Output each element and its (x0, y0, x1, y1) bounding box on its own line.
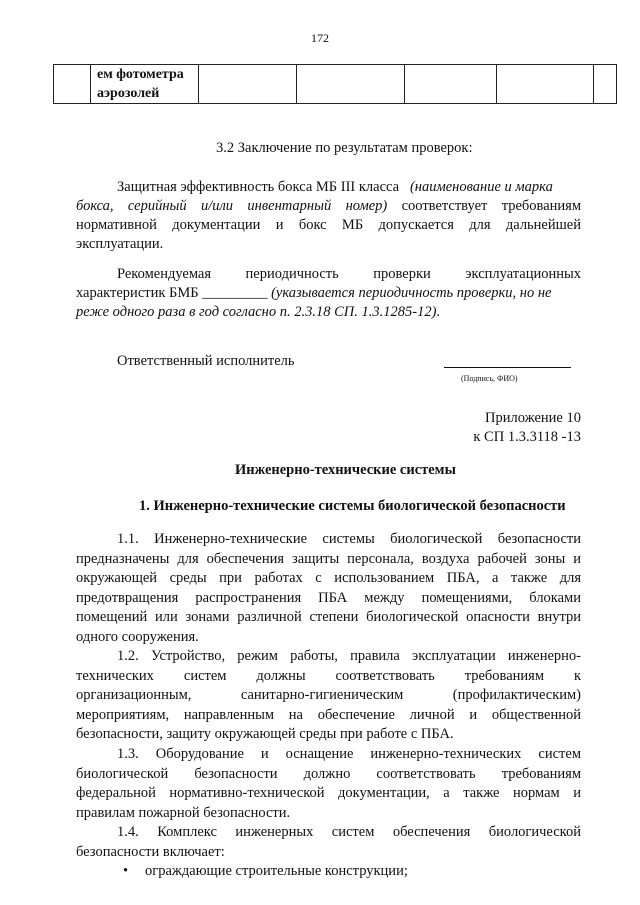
protection-rest: соответствует требованиям (387, 198, 582, 214)
paragraph-line: 1.1. Инженерно-технические системы биологической безопасности (117, 531, 581, 547)
table-cell-line: ем фотометра (97, 67, 184, 82)
table-cell-label (91, 65, 199, 104)
table-cell (405, 65, 497, 104)
protection-line-3: нормативной документации и бокс МБ допускается для дальнейшей (76, 217, 581, 233)
paragraph-line: окружающей среды при работах с использованием ПБА, а также для (76, 570, 581, 586)
paragraph-line: 1.3. Оборудование и оснащение инженерно-технических систем (117, 746, 581, 762)
bullet-item: ограждающие строительные конструкции; (145, 863, 408, 879)
paragraph-line: организационным, санитарно-гигиеническим (профилактическим) (76, 687, 581, 703)
appendix-line-2: к СП 1.3.3118 -13 (473, 429, 581, 445)
paragraph-line: технических систем должны соответствовать требованиям к (76, 667, 581, 684)
protection-line-1 (117, 178, 581, 198)
paragraph-line: федеральной нормативно-технической документации, а также нормам и (76, 785, 581, 801)
paragraph-line: безопасности включает: (76, 843, 225, 860)
page-number: 172 (311, 31, 329, 45)
paragraph-line: одного сооружения. (76, 628, 199, 645)
table-cell (297, 65, 405, 104)
periodicity-italic: (указывается периодичность проверки, но не (271, 285, 552, 301)
protection-lead: Защитная эффективность бокса МБ III класса (117, 179, 400, 195)
periodicity-line-1: Рекомендуемая периодичность проверки эксплуатационных (117, 266, 581, 282)
table-cell (497, 65, 594, 104)
paragraph-1-3 (76, 745, 581, 823)
periodicity-line-3 (76, 303, 440, 323)
signature-caption: (Подпись, ФИО) (461, 374, 518, 383)
doc-title: Инженерно-технические системы (235, 462, 456, 478)
signature-line (444, 367, 571, 368)
paragraph-line: безопасности, защиту окружающей среды при работе с ПБА. (76, 726, 454, 742)
table-cell (594, 65, 617, 104)
section-1-title: 1. Инженерно-технические системы биологической безопасности (139, 498, 566, 514)
table-cell-line: аэрозолей (97, 86, 160, 101)
appendix-line-1: Приложение 10 (485, 410, 581, 426)
protection-italic-2: бокса, серийный и/или инвентарный номер) (76, 198, 388, 214)
periodicity-line-2 (76, 284, 581, 304)
bullet-dot-icon: • (123, 863, 129, 879)
table-fragment (53, 64, 617, 104)
table-cell (54, 65, 91, 104)
paragraph-line: помещений или зонами различной степени биологической опасности внутри (76, 609, 581, 625)
responsible-label: Ответственный исполнитель (117, 353, 295, 369)
paragraph-line: предназначены для обеспечения защиты персонала, воздуха рабочей зоны и (76, 550, 581, 567)
paragraph-1-2 (76, 647, 581, 745)
paragraph-line: предотвращения распространения ПБА между помещениями, блоками (76, 589, 581, 606)
periodicity-end: . (436, 304, 441, 320)
paragraph-1-1 (76, 530, 581, 647)
periodicity-plain: характеристик БМБ _________ (76, 285, 272, 301)
protection-italic-1: (наименование и марка (409, 179, 553, 195)
paragraph-line: мероприятиям, направленным на обеспечение личной и общественной (76, 706, 581, 723)
paragraph-line: биологической безопасности должно соответствовать требованиям (76, 765, 581, 782)
paragraph-line: 1.2. Устройство, режим работы, правила эксплуатации инженерно- (117, 648, 581, 664)
periodicity-italic-2: реже одного раза в год согласно п. 2.3.18 СП. 1.3.1285-12) (76, 304, 437, 320)
paragraph-line: 1.4. Комплекс инженерных систем обеспечения биологической (117, 824, 581, 840)
paragraph-1-4 (76, 823, 581, 862)
table-cell (199, 65, 297, 104)
protection-line-2 (76, 197, 581, 217)
protection-line-4: эксплуатации. (76, 236, 164, 252)
paragraph-line: правилам пожарной безопасности. (76, 804, 291, 821)
conclusion-heading: 3.2 Заключение по результатам проверок: (216, 140, 473, 156)
